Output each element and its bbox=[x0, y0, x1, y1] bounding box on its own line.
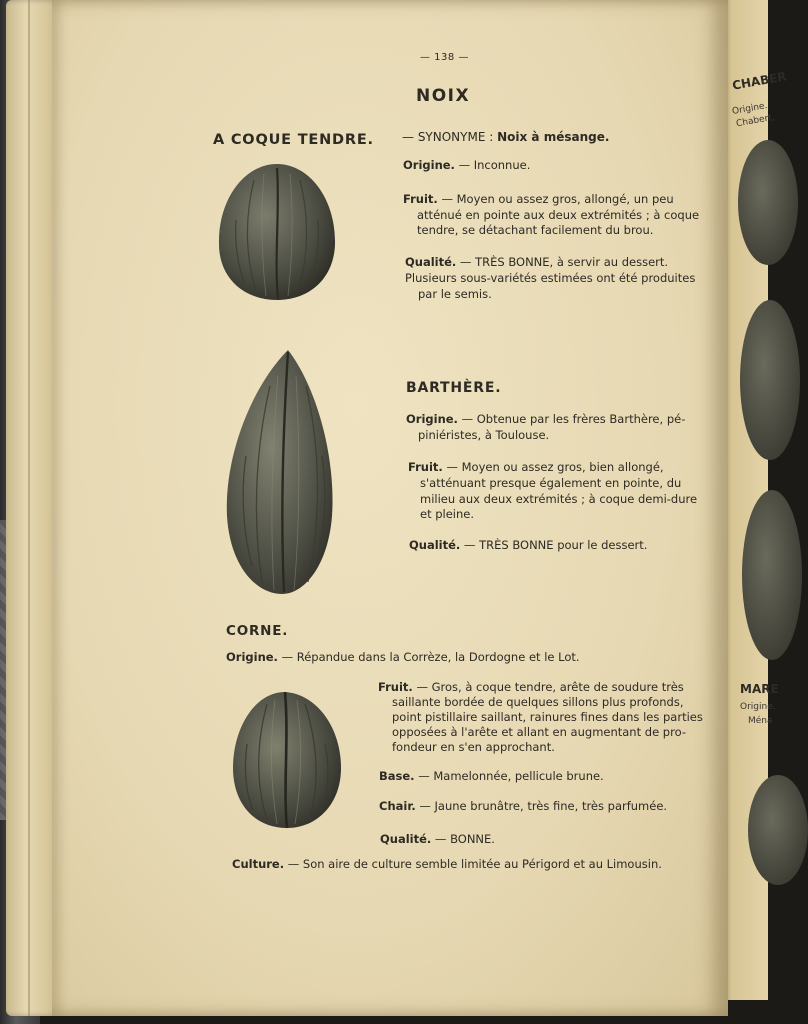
fruit-text: atténué en pointe aux deux extrémités ; à coque bbox=[417, 208, 700, 222]
variety-name-barthere: BARTHÈRE. bbox=[406, 380, 502, 396]
qualite-label: Qualité. bbox=[409, 538, 461, 552]
chair-line bbox=[379, 799, 667, 815]
origine-text: — Inconnue. bbox=[454, 158, 531, 172]
origine-line bbox=[226, 650, 580, 666]
fruit-text: s'atténuant presque également en pointe, du bbox=[420, 476, 682, 490]
fruit-line bbox=[403, 192, 674, 208]
next-page-walnut-image bbox=[740, 300, 800, 460]
qualite-line bbox=[409, 538, 647, 554]
next-page-fragment: Origine. bbox=[731, 100, 769, 118]
origine-text: piniéristes, à Toulouse. bbox=[418, 428, 550, 442]
qualite-text: Plusieurs sous-variétés estimées ont été produites bbox=[405, 271, 696, 285]
synonyme-value: Noix à mésange. bbox=[497, 130, 610, 144]
qualite-text: — BONNE. bbox=[431, 832, 495, 846]
variety-name-coque-tendre: A COQUE TENDRE. bbox=[213, 132, 374, 148]
qualite-line bbox=[405, 255, 668, 271]
origine-line bbox=[403, 158, 530, 174]
chair-text: — Jaune brunâtre, très fine, très parfumée. bbox=[415, 799, 668, 813]
qualite-text: par le semis. bbox=[418, 287, 492, 301]
qualite-text: — TRÈS BONNE pour le dessert. bbox=[460, 538, 648, 552]
variety-name-corne: CORNE. bbox=[226, 623, 289, 639]
next-page-heading: CHABER bbox=[731, 69, 788, 93]
walnut-image-coque-tendre bbox=[214, 160, 340, 304]
fruit-label: Fruit. bbox=[408, 460, 443, 474]
origine-line bbox=[406, 412, 685, 428]
base-line bbox=[379, 769, 604, 785]
next-page-fragment: Chabert, bbox=[735, 112, 776, 130]
page-number: — 138 — bbox=[420, 52, 469, 63]
next-page-fragment: Origine. bbox=[740, 702, 776, 712]
next-page-fragment: Ména bbox=[748, 716, 773, 726]
origine-label: Origine. bbox=[226, 650, 278, 664]
base-label: Base. bbox=[379, 769, 415, 783]
next-page-walnut-image bbox=[748, 775, 808, 885]
next-page bbox=[722, 0, 788, 1000]
fruit-text: saillante bordée de quelques sillons plus profonds, bbox=[392, 695, 684, 709]
culture-text: — Son aire de culture semble limitée au Périgord et au Limousin. bbox=[284, 857, 662, 871]
fruit-text: tendre, se détachant facilement du brou. bbox=[417, 223, 654, 237]
culture-line bbox=[232, 857, 662, 873]
qualite-label: Qualité. bbox=[380, 832, 432, 846]
next-page-walnut-image bbox=[742, 490, 802, 660]
fruit-text: — Moyen ou assez gros, allongé, un peu bbox=[437, 192, 674, 206]
walnut-image-corne bbox=[229, 688, 345, 832]
fruit-text: — Gros, à coque tendre, arête de soudure très bbox=[412, 680, 684, 694]
qualite-label: Qualité. bbox=[405, 255, 457, 269]
culture-label: Culture. bbox=[232, 857, 285, 871]
qualite-text: — TRÈS BONNE, à servir au dessert. bbox=[456, 255, 669, 269]
qualite-line bbox=[380, 832, 495, 848]
next-page-walnut-image bbox=[738, 140, 798, 265]
next-page-heading: MARE bbox=[740, 682, 779, 696]
origine-text: — Répandue dans la Corrèze, la Dordogne et le Lot. bbox=[277, 650, 580, 664]
fruit-text: opposées à l'arête et allant en augmentant de pro- bbox=[392, 725, 686, 739]
fruit-text: milieu aux deux extrémités ; à coque demi-dure bbox=[420, 492, 698, 506]
fruit-label: Fruit. bbox=[378, 680, 413, 694]
chair-label: Chair. bbox=[379, 799, 416, 813]
origine-label: Origine. bbox=[406, 412, 458, 426]
page-title: NOIX bbox=[416, 86, 471, 106]
origine-label: Origine. bbox=[403, 158, 455, 172]
synonyme-line bbox=[402, 130, 609, 146]
fruit-label: Fruit. bbox=[403, 192, 438, 206]
fruit-line bbox=[378, 680, 684, 696]
base-text: — Mamelonnée, pellicule brune. bbox=[414, 769, 604, 783]
walnut-image-barthere bbox=[222, 346, 338, 598]
fruit-text: fondeur en s'en approchant. bbox=[392, 740, 555, 754]
origine-text: — Obtenue par les frères Barthère, pé- bbox=[457, 412, 686, 426]
fruit-line bbox=[408, 460, 664, 476]
synonyme-prefix: — SYNONYME : bbox=[402, 130, 498, 144]
fruit-text: — Moyen ou assez gros, bien allongé, bbox=[442, 460, 664, 474]
fruit-text: et pleine. bbox=[420, 507, 475, 521]
fruit-text: point pistillaire saillant, rainures fines dans les parties bbox=[392, 710, 703, 724]
